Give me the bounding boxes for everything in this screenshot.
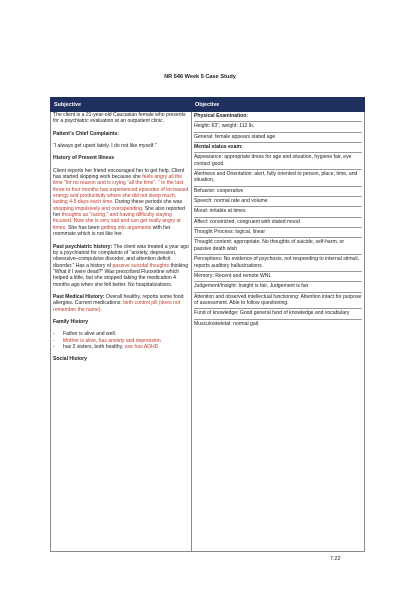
hpi-text: She also reported her bbox=[53, 205, 185, 219]
mood: Mood: irritable at times bbox=[194, 207, 362, 217]
family-item-text: Father is alive and well. bbox=[63, 331, 117, 338]
hpi-text: She has been bbox=[66, 224, 101, 231]
affect: Affect: constricted, congruent with stated mood bbox=[194, 218, 362, 228]
physical-exam-heading: Physical Examination: bbox=[194, 112, 362, 122]
dash-bullet: - bbox=[53, 337, 55, 344]
psych-history-heading: Past psychiatric history: bbox=[53, 243, 113, 250]
psych-history-text: The client was treated a year ago by a psychiatrist for complaints of “anxiety, depression, obsessive–compulsive disorder, and attention deficit disorder.” Has a history of bbox=[53, 243, 189, 269]
height-weight: Height: 63”, weight: 112 lb. bbox=[194, 122, 362, 132]
page-title: NR 546 Week 5 Case Study bbox=[164, 74, 236, 80]
objective-header: Objective bbox=[192, 98, 365, 112]
hpi-text: During these periods she was bbox=[113, 199, 183, 206]
medical-history-highlight: birth control pill (does not remember the name). bbox=[53, 300, 181, 313]
hpi-heading: History of Present Illness bbox=[53, 155, 115, 162]
hpi-highlight: feels angry all the time “for no reason and is crying “all the time”. ” In the last three to four months has experienced episodes of increased energy and productivity where she did not sleep much, lasting 4-5 days each time. bbox=[53, 174, 189, 206]
thought-content: Thought content: appropriate. No thoughts of suicide, self-harm, or passive death wish bbox=[194, 238, 362, 255]
mental-status-heading: Mental status exam: bbox=[194, 143, 362, 153]
family-item-highlight: one has ADHD bbox=[124, 343, 159, 350]
attention-intellect: Attention and observed intellectual functioning: Attention intact for purpose of assessment. Able to follow questioning. bbox=[194, 293, 362, 310]
hpi-highlight: thoughts as “racing,” and having difficulty staying focused. Now she is very sad and can get really angry at times. bbox=[53, 212, 181, 231]
page-number: 7.22 bbox=[330, 556, 341, 562]
family-item-text: Mother is alive, has anxiety and depression bbox=[63, 337, 161, 344]
musculoskeletal: Musculoskeletal: normal gait bbox=[194, 320, 259, 327]
judgement-insight: Judgement/Insight: Insight is fair, Judgement is fair bbox=[194, 282, 362, 292]
memory: Memory: Recent and remote WNL bbox=[194, 272, 362, 282]
medical-history-heading: Past Medical History: bbox=[53, 293, 105, 300]
subjective-header: Subjective bbox=[51, 98, 192, 112]
psych-history-text: thinking “What if I were dead?” Was prescribed Fluoxetine which helped a little, but she stopped taking the medication 4 months ago when she felt better. No hospitalizations. bbox=[53, 262, 189, 288]
speech: Speech: normal rate and volume bbox=[194, 197, 362, 207]
medical-history-text: Overall healthy, reports some food allergies. Current medications: bbox=[53, 293, 184, 307]
family-history-heading: Family History bbox=[53, 318, 89, 325]
objective-cell bbox=[192, 112, 365, 552]
family-history-list bbox=[53, 331, 189, 350]
case-study-table bbox=[50, 97, 365, 552]
subjective-cell bbox=[51, 112, 192, 552]
client-intro: The client is a 21-year-old Caucasian female who presents for a psychiatric evaluation at an outpatient clinic. bbox=[53, 112, 186, 125]
alertness-orientation: Alertness and Orientation: alert, fully oriented to person, place, time, and situation, bbox=[194, 170, 362, 187]
behavior: Behavior: cooperative bbox=[194, 187, 362, 197]
chief-complaint-heading: Patient’s Chief Complaints: bbox=[53, 130, 120, 137]
social-history-heading: Social History bbox=[53, 356, 87, 363]
hpi-text: Client reports her friend encouraged her to get help. Client has started skipping work because she bbox=[53, 167, 185, 181]
general-appearance: General: female appears stated age bbox=[194, 133, 362, 143]
hpi-paragraph bbox=[53, 168, 189, 238]
hpi-highlight: shopping impulsively and overspending. bbox=[53, 205, 144, 212]
chief-complaint-text: “I always get upset lately. I do not like myself.” bbox=[53, 143, 157, 150]
perceptions: Perceptions: No evidence of psychosis, not responding to internal stimuli, reports auditory hallucinations. bbox=[194, 255, 362, 272]
thought-process: Thought Process: logical, linear bbox=[194, 228, 362, 238]
family-item-text: has 2 sisters, both healthy, bbox=[63, 343, 125, 350]
psych-history-highlight: passive suicidal thoughts bbox=[112, 262, 170, 269]
medical-history-paragraph bbox=[53, 294, 189, 313]
fund-of-knowledge: Fund of knowledge: Good general fund of knowledge and vocabulary bbox=[194, 309, 362, 319]
dash-bullet: - bbox=[53, 343, 55, 350]
dash-bullet: - bbox=[53, 331, 55, 338]
hpi-highlight: getting into arguments bbox=[100, 224, 152, 231]
appearance: Appearance: appropriate dress for age and situation, hygiene fair, eye contact good. bbox=[194, 153, 362, 170]
hpi-text: with her roommate which is not like her. bbox=[53, 224, 171, 238]
psych-history-paragraph bbox=[53, 244, 189, 288]
